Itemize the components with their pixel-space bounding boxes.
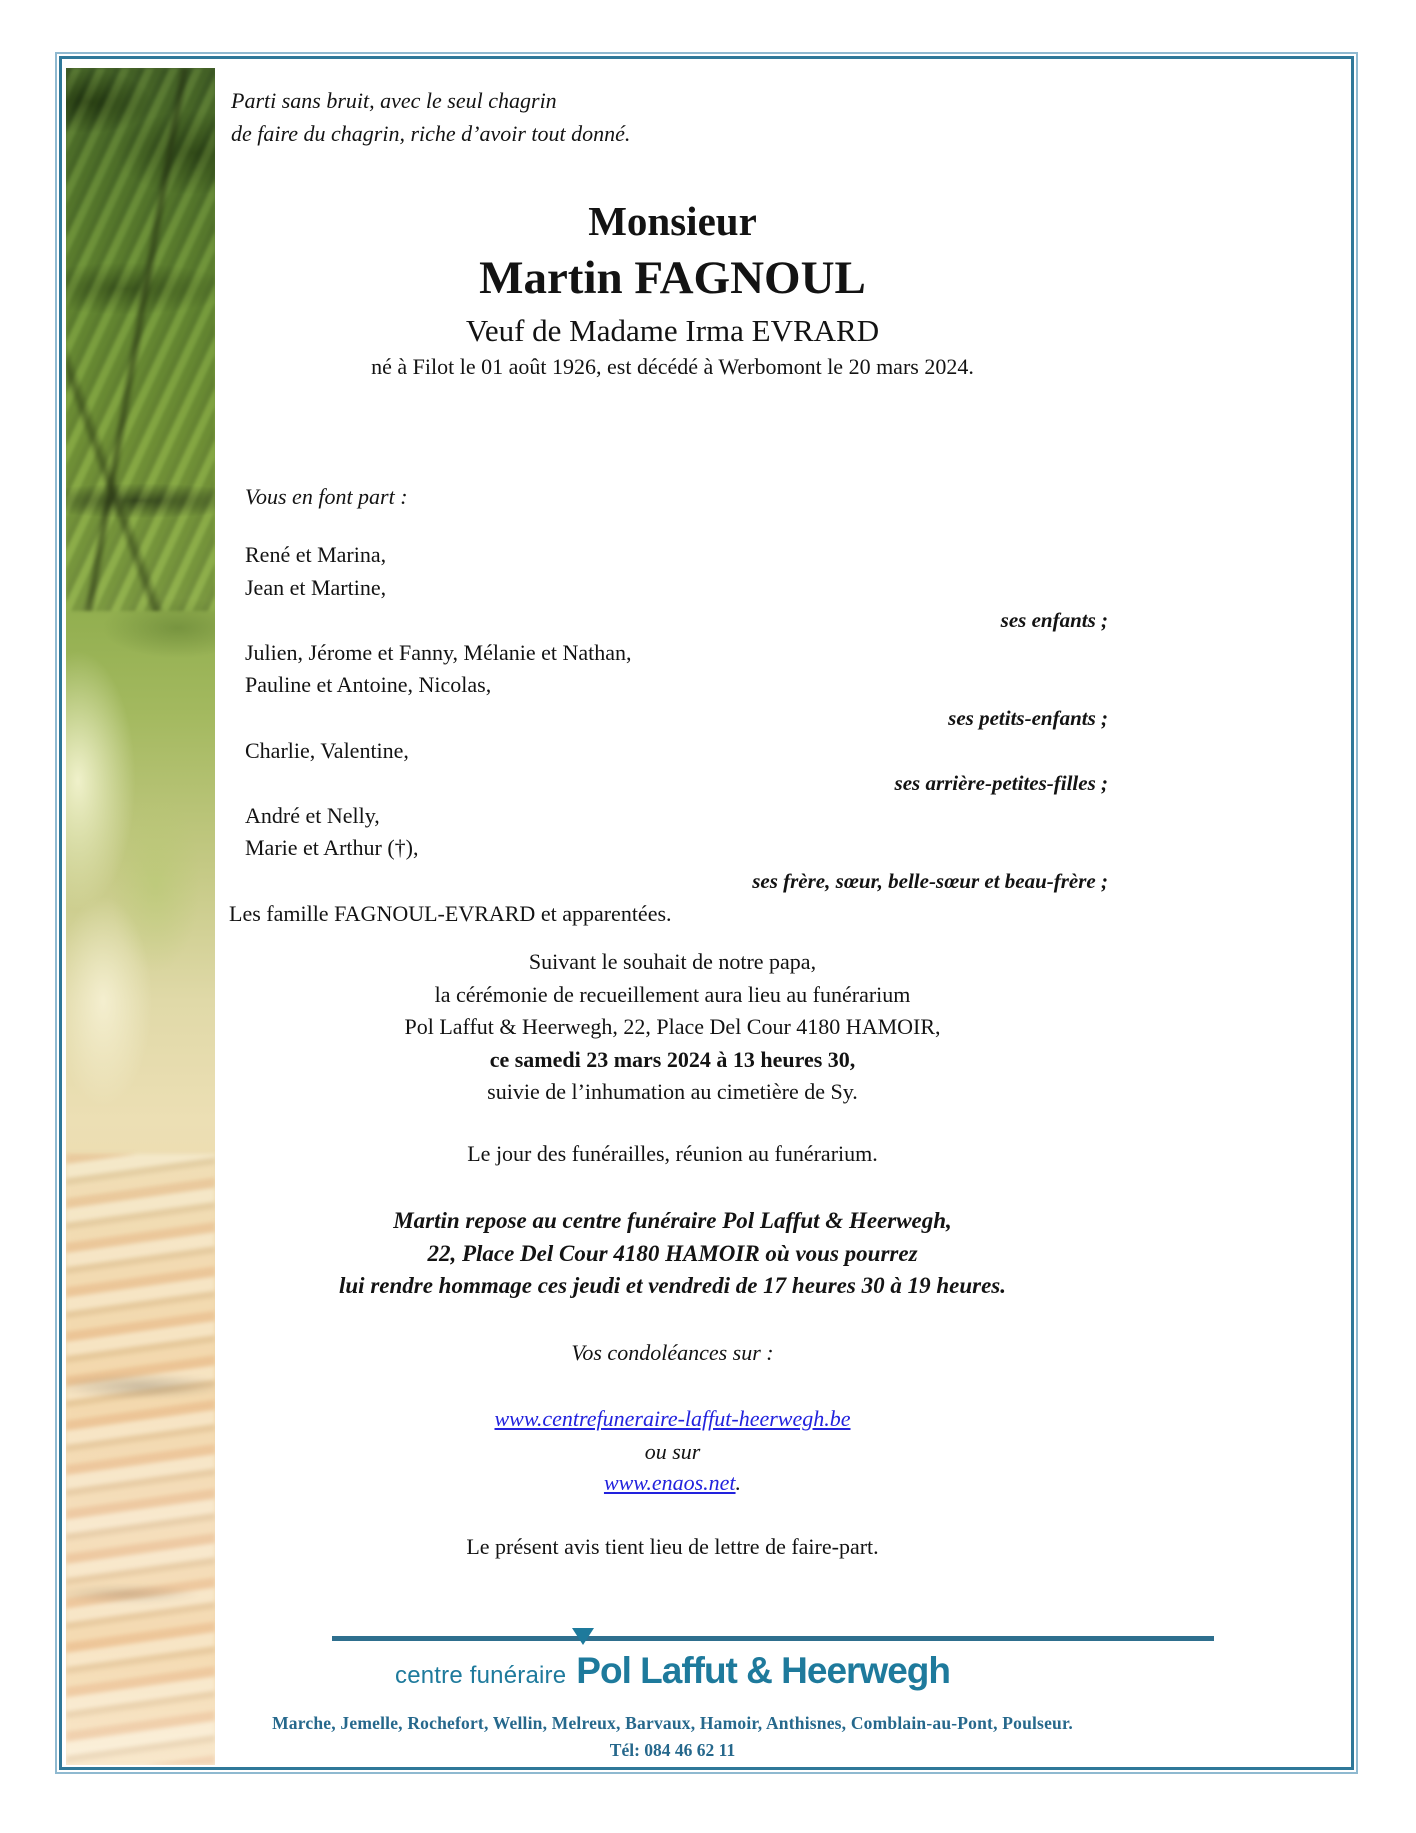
ceremony-line: la cérémonie de recueillement aura lieu au funérarium (434, 981, 911, 1007)
families-line: Les famille FAGNOUL-EVRARD et apparentées. (229, 900, 672, 926)
brand-triangle-icon (572, 1628, 594, 1645)
family-relation: ses arrière-petites-filles ; (894, 771, 1108, 796)
forest-path-photo (66, 68, 215, 1765)
quote-line-2: de faire du chagrin, riche d’avoir tout donné. (231, 121, 631, 146)
visitation-line: lui rendre hommage ces jeudi et vendredi de 17 heures 30 à 19 heures. (339, 1273, 1006, 1299)
family-relation: ses petits-enfants ; (948, 705, 1108, 730)
funeral-home-website-link[interactable]: www.centrefuneraire-laffut-heerwegh.be (494, 1406, 851, 1431)
brand-small-text: centre funéraire (395, 1662, 567, 1689)
family-names: Jean et Martine, (245, 574, 387, 600)
footer-phone: Tél: 084 46 62 11 (609, 1740, 736, 1760)
ceremony-details (215, 946, 1130, 1109)
salutation: Monsieur (588, 198, 757, 244)
link-period: . (735, 1470, 742, 1495)
visitation-details (215, 1205, 1130, 1303)
ceremony-line: Pol Laffut & Heerwegh, 22, Place Del Cour 4180 HAMOIR, (404, 1014, 941, 1040)
birth-death-line: né à Filot le 01 août 1926, est décédé à Werbomont le 20 mars 2024. (371, 354, 974, 379)
family-names: André et Nelly, (245, 802, 380, 828)
widower-line: Veuf de Madame Irma EVRARD (465, 313, 880, 348)
condolences-or: ou sur (644, 1439, 701, 1464)
ceremony-datetime: ce samedi 23 mars 2024 à 13 heures 30, (489, 1046, 856, 1072)
burial-line: suivie de l’inhumation au cimetière de Sy. (487, 1079, 858, 1105)
family-names: Charlie, Valentine, (245, 737, 409, 763)
notice-line: Le présent avis tient lieu de lettre de faire-part. (466, 1534, 879, 1559)
announcement-intro: Vous en font part : (245, 484, 408, 509)
condolences-link-wrap (215, 1406, 1130, 1432)
family-names: Julien, Jérome et Fanny, Mélanie et Nathan, (245, 639, 632, 665)
quote-line-1: Parti sans bruit, avec le seul chagrin (231, 88, 557, 113)
footer-divider (332, 1636, 1214, 1641)
visitation-line: Martin repose au centre funéraire Pol Laffut & Heerwegh, (393, 1208, 952, 1233)
brand-large-wrap (576, 1650, 950, 1692)
family-relation: ses enfants ; (1000, 608, 1108, 633)
family-names: Marie et Arthur (†), (245, 835, 419, 861)
condolences-label: Vos condoléances sur : (571, 1340, 774, 1365)
memorial-quote (231, 84, 630, 150)
family-list (215, 539, 1130, 930)
deceased-name: Martin FAGNOUL (479, 252, 866, 304)
enaos-website-link[interactable]: www.enaos.net (603, 1470, 736, 1495)
family-relation: ses frère, sœur, belle-sœur et beau-frère ; (752, 868, 1108, 893)
enaos-link-wrap (215, 1470, 1130, 1496)
brand-large-text: Pol Laffut & Heerwegh (576, 1650, 950, 1691)
visitation-line: 22, Place Del Cour 4180 HAMOIR où vous pourrez (427, 1240, 918, 1266)
funeral-home-logo (215, 1650, 1130, 1692)
reunion-line: Le jour des funérailles, réunion au funérarium. (467, 1141, 878, 1166)
family-names: Pauline et Antoine, Nicolas, (245, 672, 492, 698)
footer-locations: Marche, Jemelle, Rochefort, Wellin, Melreux, Barvaux, Hamoir, Anthisnes, Comblain-au-Pont, Poulseur. (272, 1713, 1073, 1733)
ceremony-line: Suivant le souhait de notre papa, (528, 949, 817, 974)
family-names: René et Marina, (245, 542, 387, 567)
